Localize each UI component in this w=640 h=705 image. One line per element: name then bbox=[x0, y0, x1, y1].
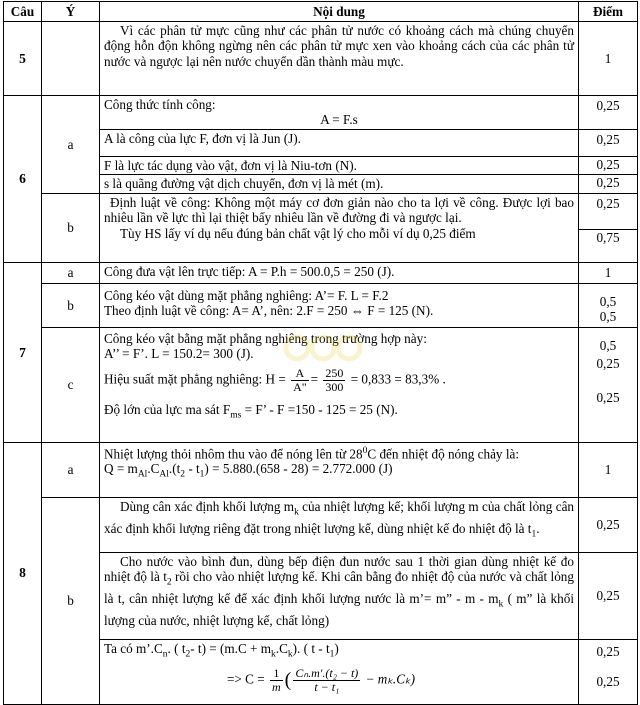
q6a-line-2: A là công của lực F, đơn vị là Jun (J). bbox=[100, 130, 579, 157]
q8a-line-2 bbox=[104, 461, 574, 483]
q8b-p1-a: Dùng cân xác định khối lượng m bbox=[120, 498, 295, 514]
q6a-row4 bbox=[4, 175, 638, 193]
q8b-e2-f2-num: Cₙ.m'.(t₂ − t) bbox=[295, 665, 359, 680]
q8-number: 8 bbox=[4, 442, 42, 704]
q7c-points-1: 0,5 bbox=[599, 337, 617, 353]
q8b-row3 bbox=[4, 639, 638, 704]
q8b-p1-sub: k bbox=[294, 507, 299, 518]
q8a-line-1-text: Nhiệt lượng thỏi nhôm thu vào để nóng lên từ 28 bbox=[104, 446, 363, 462]
q8b-p1-b: của nhiệt lượng kế; khối lượng m của chất lỏng cân xác định khối lượng riêng đặt trong nhiệt lượng kế, dùng nhiệt kế đo nhiệt độ là t bbox=[104, 498, 575, 536]
q7c-fraction-2-num: 250 bbox=[325, 366, 344, 381]
q7c-fraction-2-den: 300 bbox=[325, 380, 344, 395]
header-noi-dung: Nội dung bbox=[100, 2, 579, 22]
q8a-l2-s4: 1 bbox=[199, 470, 205, 481]
q8b-e1-s3: k bbox=[271, 649, 276, 660]
q7b-points-2: 0,5 bbox=[599, 309, 617, 325]
q8b-e1-f: ) bbox=[334, 640, 339, 656]
q5-text: Vì các phân tử mực cũng như các phân tử nước có khoảng cách mà chúng chuyển động hỗn độn không ngừng nên các phân tử mực xen vào khoảng cách của các phân tử nước và ngược lại nên nước chuyển dần thành màu mực. bbox=[100, 22, 579, 96]
q6a-points-3: 0,25 bbox=[579, 157, 638, 175]
q7a-label: a bbox=[42, 262, 100, 283]
q8b-p2-b: rồi cho vào nhiệt lượng kế. Khi cân bằng đo nhiệt độ của nước và chất lỏng là t, cân nhiệt lượng kế để xác định khối lượng nước là m’= m” - m - m bbox=[104, 569, 574, 607]
q7b-row bbox=[4, 283, 638, 327]
q7c-friction-text: Độ lớn của lực ma sát F bbox=[104, 402, 231, 418]
q8a-text-cell bbox=[100, 442, 579, 497]
q7a-points: 1 bbox=[579, 262, 638, 283]
q7c-points-3: 0,25 bbox=[596, 390, 620, 406]
q7a-text: Công đưa vật lên trực tiếp: A = P.h = 500.0,5 = 250 (J). bbox=[100, 262, 579, 283]
q5-number: 5 bbox=[4, 22, 42, 96]
q6b-row bbox=[4, 193, 638, 229]
q8b-e2-f1-num: 1 bbox=[270, 667, 283, 681]
q7c-fraction-1-den: A" bbox=[293, 380, 307, 395]
q6b-law: Định luật về công: Không một máy cơ đơn giản nào cho ta lợi về công. Được lợi bao nhiêu lần về lực thì lại thiệt bấy nhiêu lần về đường đi và ngược lại. bbox=[104, 194, 574, 226]
q5-row bbox=[4, 22, 638, 96]
q6a-line-4: s là quãng đường vật dịch chuyển, đơn vị là mét (m). bbox=[100, 175, 579, 193]
q8b-p2-sub2: k bbox=[498, 599, 504, 610]
q8b-equation-cell bbox=[100, 639, 579, 704]
q8a-l2-s1: Al bbox=[137, 470, 148, 481]
header-row bbox=[4, 2, 638, 22]
q7c-row bbox=[4, 327, 638, 442]
q8b-e1-s1: n bbox=[162, 649, 168, 660]
q6a-row2 bbox=[4, 130, 638, 157]
q8a-row bbox=[4, 442, 638, 497]
q7c-efficiency-prefix: Hiệu suất mặt phẳng nghiêng: H = bbox=[104, 371, 286, 387]
q8b-p2-a: Cho nước vào bình đun, dùng bếp điện đun nước sau 1 thời gian dùng nhiệt kế đo nhiệt độ là t bbox=[104, 553, 574, 585]
q6b-points-1: 0,25 bbox=[579, 193, 638, 229]
q6-number: 6 bbox=[4, 96, 42, 263]
q8a-l2-e: ) = 5.880.(658 - 28) = 2.772.000 (J) bbox=[204, 461, 393, 477]
q6a-formula: A = F.s bbox=[320, 112, 358, 128]
header-cau: Câu bbox=[4, 2, 42, 22]
q7b-points-cell bbox=[579, 283, 638, 327]
q8a-l2-c: .(t bbox=[168, 461, 181, 477]
q8a-line-1-rest: C đến nhiệt độ nóng chảy là: bbox=[367, 446, 519, 462]
q8b-para-2 bbox=[100, 552, 579, 639]
q8b-e2-rest: − mₖ.Cₖ) bbox=[365, 671, 416, 687]
q8a-l2-a: Q = m bbox=[104, 461, 138, 477]
q6a-points-2: 0,25 bbox=[579, 130, 638, 157]
q8b-e2-f1-den: m bbox=[272, 679, 281, 694]
q8a-l2-s2: Al bbox=[159, 470, 169, 481]
q6a-row3 bbox=[4, 157, 638, 175]
q6a-formula-title: Công thức tính công: bbox=[104, 97, 216, 112]
q8a-line-1-sup: 0 bbox=[362, 445, 368, 456]
q8b-e2-fraction-1 bbox=[270, 667, 283, 694]
q8b-p2-sub: 2 bbox=[166, 577, 172, 588]
q7c-label: c bbox=[42, 327, 100, 442]
q7a-row bbox=[4, 262, 638, 283]
q7-number: 7 bbox=[4, 262, 42, 442]
q6a-points-1: 0,25 bbox=[579, 96, 638, 130]
header-diem: Điểm bbox=[579, 2, 638, 22]
q8a-line-1 bbox=[104, 444, 574, 462]
q6a-label: a bbox=[42, 96, 100, 194]
q8a-l2-s3: 2 bbox=[180, 470, 186, 481]
q7b-line-2: Theo định luật về công: A= A’, nên: 2.F = 250 ⇔ F = 125 (N). bbox=[104, 303, 434, 319]
q7b-label: b bbox=[42, 283, 100, 327]
q8b-equation-2: => C = $\frac{1}{m}$ ( $\frac{\text{Cₙ.m'.(t₂ − t)}}{\text{t − t₁}}$ − mₖ.Cₖ) bbox=[227, 665, 416, 694]
q7c-fraction-1-num: A bbox=[291, 367, 309, 381]
q8b-e1-d: .C bbox=[275, 640, 288, 656]
q8b-points-cell bbox=[579, 639, 638, 704]
q6a-points-4: 0,25 bbox=[579, 175, 638, 193]
q8b-e1-s4: k bbox=[287, 649, 293, 660]
q6b-points-2: 0,75 bbox=[579, 230, 638, 263]
q7c-fraction-2 bbox=[323, 367, 345, 394]
q6b-example-note: Tùy HS lấy ví dụ nếu đúng bản chất vật lý cho mỗi ví dụ 0,25 điểm bbox=[120, 225, 476, 241]
q6b-text-cell bbox=[100, 193, 579, 262]
q8b-p1-sub2: 1 bbox=[531, 529, 537, 540]
q7c-points-2: 0,25 bbox=[596, 356, 620, 372]
q8b-p1-end: . bbox=[536, 520, 540, 536]
header-y: Ý bbox=[42, 2, 100, 22]
q7c-points-cell bbox=[579, 327, 638, 442]
q8b-points-2: 0,25 bbox=[579, 552, 638, 639]
q5-sub-empty bbox=[42, 22, 100, 96]
q8b-points-1: 0,25 bbox=[579, 497, 638, 552]
q6a-formula-cell bbox=[100, 96, 579, 130]
q8a-points: 1 bbox=[579, 442, 638, 497]
q8b-e1-a: Ta có m’.C bbox=[104, 640, 163, 656]
q7c-text-cell bbox=[100, 327, 579, 442]
q7b-points-1: 0,5 bbox=[599, 293, 617, 309]
q8b-e1-s5: 1 bbox=[329, 649, 335, 660]
q8b-e1-e: ). ( t - t bbox=[292, 640, 330, 656]
q8b-label: b bbox=[42, 497, 100, 704]
q7c-line-1: Công kéo vật bằng mặt phẳng nghiêng trong trường hợp này: bbox=[104, 330, 427, 346]
answer-table bbox=[3, 1, 638, 705]
q8b-row2 bbox=[4, 552, 638, 639]
q8a-l2-b: .C bbox=[147, 461, 160, 477]
q5-points: 1 bbox=[579, 22, 638, 96]
q7b-line-1: Công kéo vật dùng mặt phẳng nghiêng: A’= F. L = F.2 bbox=[104, 287, 389, 303]
q6a-line-3: F là lực tác dụng vào vật, đơn vị là Niu-tơn (N). bbox=[100, 157, 579, 175]
q8a-l2-d: - t bbox=[185, 461, 200, 477]
q7b-text-cell bbox=[100, 283, 579, 327]
q8a-label: a bbox=[42, 442, 100, 497]
q8b-e1-c: - t) = (m.C + m bbox=[190, 640, 272, 656]
q8b-e1-b: . ( t bbox=[167, 640, 186, 656]
q8b-e2-prefix: => C = bbox=[227, 671, 265, 687]
q8b-para-1 bbox=[100, 497, 579, 552]
q7c-friction bbox=[104, 402, 574, 424]
q8b-e1-s2: 2 bbox=[185, 649, 191, 660]
q6b-label: b bbox=[42, 193, 100, 262]
q8b-points-3: 0,25 bbox=[596, 643, 620, 659]
q7c-fraction-1 bbox=[291, 367, 309, 394]
q8b-equation-1 bbox=[104, 641, 574, 663]
q8b-p2-end: ( m” là khối lượng của nước, nhiệt lượng kế, chất lỏng) bbox=[104, 591, 574, 629]
q8b-points-4: 0,25 bbox=[596, 674, 620, 690]
q7c-efficiency: Hiệu suất mặt phẳng nghiêng: H = $\frac{A}{A"}$ = $\frac{250}{300}$ = 0,833 = 83,3% . bbox=[104, 366, 446, 395]
q7c-friction-rest: = F’ - F =150 - 125 = 25 (N). bbox=[244, 402, 398, 418]
q6a-row1 bbox=[4, 96, 638, 130]
q7c-friction-sub: ms bbox=[230, 411, 242, 422]
q8b-row1 bbox=[4, 497, 638, 552]
q8b-e2-fraction-2 bbox=[293, 667, 360, 694]
q8b-e2-f2-den: t − t₁ bbox=[314, 679, 340, 694]
q7c-efficiency-suffix: = 0,833 = 83,3% . bbox=[350, 371, 446, 387]
q7c-line-2: A’’ = F’. L = 150.2= 300 (J). bbox=[104, 346, 254, 362]
